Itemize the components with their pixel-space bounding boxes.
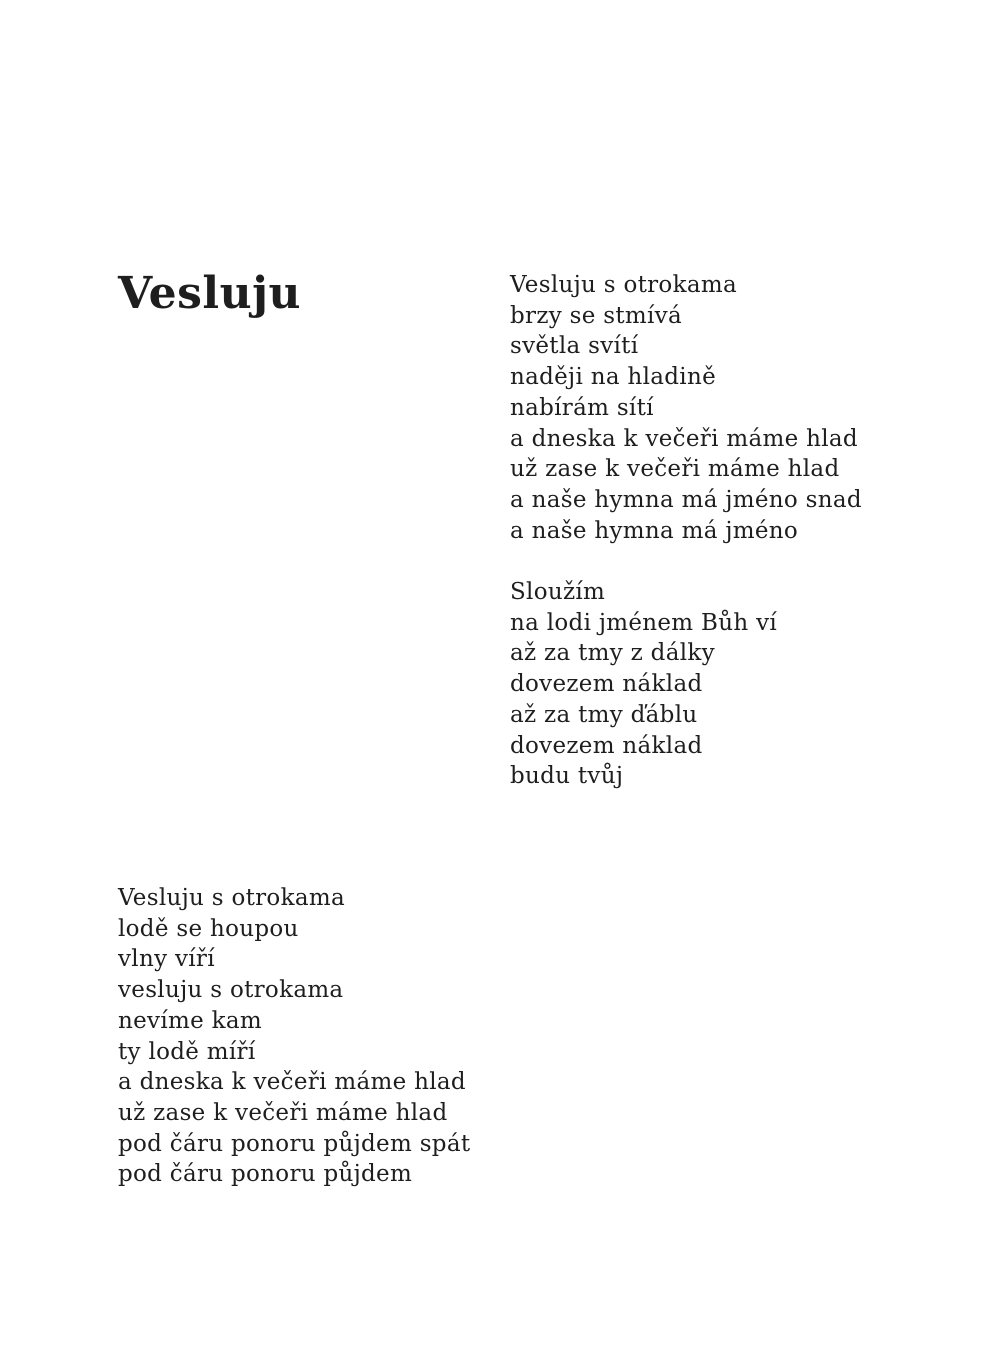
- poem-title: Vesluju: [118, 268, 301, 319]
- verse-line: až za tmy z dálky: [510, 640, 715, 667]
- verse-line: ty lodě míří: [118, 1038, 256, 1065]
- verse-line: budu tvůj: [510, 763, 624, 790]
- verse-line: a dneska k večeři máme hlad: [118, 1069, 466, 1096]
- verse-line: dovezem náklad: [510, 732, 703, 759]
- verse-line: nevíme kam: [118, 1007, 262, 1034]
- stanza-3: [118, 883, 470, 1190]
- verse-line: už zase k večeři máme hlad: [118, 1099, 448, 1126]
- verse-line: až za tmy ďáblu: [510, 701, 698, 728]
- verse-line: Vesluju s otrokama: [510, 272, 737, 298]
- verse-line: naději na hladině: [510, 364, 716, 391]
- stanza-2: [510, 577, 777, 792]
- verse-line: a dneska k večeři máme hlad: [510, 425, 858, 452]
- verse-line: nabírám sítí: [510, 394, 654, 421]
- stanza-1: [510, 270, 862, 546]
- verse-line: na lodi jménem Bůh ví: [510, 609, 778, 636]
- verse-line: pod čáru ponoru půjdem: [118, 1161, 413, 1188]
- verse-line: a naše hymna má jméno snad: [510, 486, 862, 513]
- verse-line: už zase k večeři máme hlad: [510, 456, 840, 483]
- verse-line: Vesluju s otrokama: [118, 885, 345, 911]
- verse-line: dovezem náklad: [510, 671, 703, 698]
- verse-line: brzy se stmívá: [510, 302, 682, 329]
- verse-line: lodě se houpou: [118, 915, 299, 942]
- verse-line: pod čáru ponoru půjdem spát: [118, 1130, 471, 1157]
- verse-line: světla svítí: [510, 333, 639, 360]
- verse-line: vlny víří: [118, 946, 215, 973]
- verse-line: Sloužím: [510, 579, 606, 605]
- verse-line: vesluju s otrokama: [118, 977, 344, 1004]
- verse-line: a naše hymna má jméno: [510, 517, 799, 544]
